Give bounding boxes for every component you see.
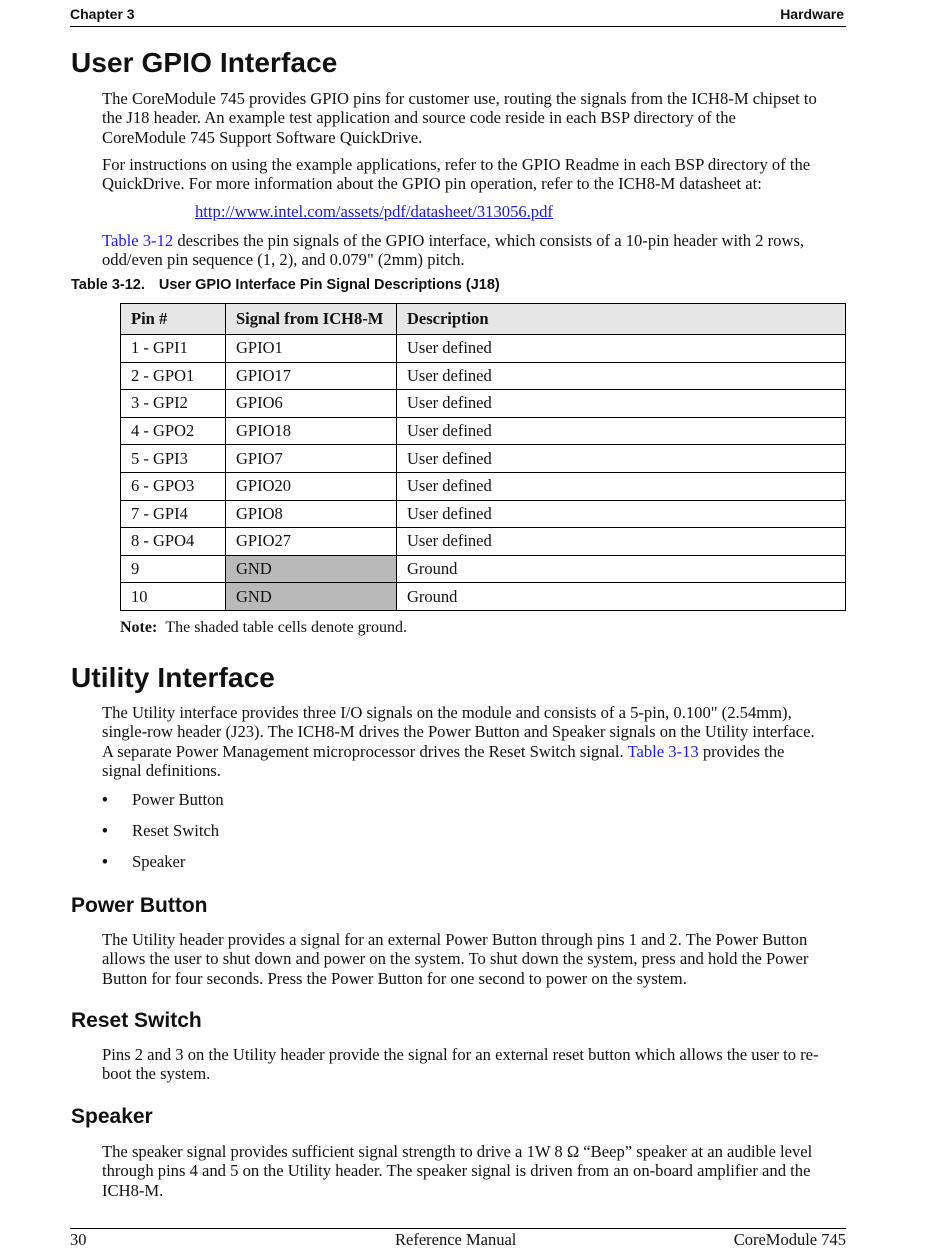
power-button-heading: Power Button	[71, 894, 208, 917]
table-row	[121, 500, 846, 528]
text-line: CoreModule 745 Support Software QuickDrive.	[102, 127, 423, 147]
table-caption-number: Table 3-12.	[71, 277, 145, 293]
bullet-item	[102, 852, 185, 872]
gpio-paragraph-3	[102, 231, 848, 270]
utility-paragraph	[102, 703, 848, 781]
description-cell: User defined	[397, 335, 846, 363]
pin-cell: 5 - GPI3	[121, 445, 226, 473]
note-text: The shaded table cells denote ground.	[165, 619, 408, 636]
bullet-item	[102, 821, 219, 841]
text-line: QuickDrive. For more information about the GPIO pin operation, refer to the ICH8-M datasheet at:	[102, 174, 762, 194]
pin-cell: 7 - GPI4	[121, 500, 226, 528]
footer-product-name: CoreModule 745	[733, 1230, 846, 1249]
column-header-pin: Pin #	[121, 304, 226, 335]
table-row	[121, 555, 846, 583]
note-label: Note:	[120, 619, 158, 636]
pin-cell: 8 - GPO4	[121, 528, 226, 556]
table-row	[121, 335, 846, 363]
text-line: signal definitions.	[102, 761, 221, 781]
description-cell: User defined	[397, 528, 846, 556]
bullet-item	[102, 790, 224, 810]
description-cell: User defined	[397, 417, 846, 445]
table-row	[121, 417, 846, 445]
pin-cell: 1 - GPI1	[121, 335, 226, 363]
speaker-heading: Speaker	[71, 1105, 153, 1128]
page-header	[70, 4, 846, 27]
bullet-icon: •	[102, 852, 108, 871]
text-line: The CoreModule 745 provides GPIO pins for customer use, routing the signals from the ICH8-M chipset to	[102, 89, 817, 108]
signal-cell: GPIO18	[226, 417, 397, 445]
description-cell: User defined	[397, 362, 846, 390]
page-footer	[70, 1228, 846, 1255]
chapter-label: Chapter 3	[70, 6, 135, 22]
pin-cell: 4 - GPO2	[121, 417, 226, 445]
description-cell: User defined	[397, 500, 846, 528]
column-header-signal: Signal from ICH8-M	[226, 304, 397, 335]
footer-manual-title: Reference Manual	[395, 1230, 517, 1249]
gpio-heading: User GPIO Interface	[71, 47, 338, 78]
table-note	[120, 619, 407, 637]
pin-cell: 10	[121, 583, 226, 611]
text-line: Button for four seconds. Press the Power Button for one second to power on the system.	[102, 968, 687, 988]
bullet-text: Speaker	[132, 852, 186, 871]
text-line: the J18 header. An example test application and source code reside in each BSP directory of the	[102, 108, 736, 128]
text-fragment: provides the	[698, 741, 785, 761]
signal-cell: GPIO20	[226, 472, 397, 500]
text-line: The speaker signal provides sufficient signal strength to drive a 1W 8 Ω “Beep” speaker at an audible level	[102, 1142, 813, 1161]
table-row	[121, 445, 846, 473]
table-row	[121, 362, 846, 390]
table-header-row	[121, 304, 846, 335]
table-row	[121, 583, 846, 611]
table-row	[121, 472, 846, 500]
table-3-13-link[interactable]: Table 3-13	[627, 741, 699, 761]
table-body	[121, 335, 846, 611]
reset-switch-heading: Reset Switch	[71, 1009, 202, 1032]
pin-cell: 6 - GPO3	[121, 472, 226, 500]
text-line	[102, 742, 848, 761]
description-cell: User defined	[397, 472, 846, 500]
description-cell: User defined	[397, 390, 846, 418]
table-caption-title: User GPIO Interface Pin Signal Descriptions (J18)	[158, 277, 500, 293]
signal-cell: GPIO7	[226, 445, 397, 473]
text-line: allows the user to shut down and power on the system. To shut down the system, press and hold the Power	[102, 949, 809, 969]
speaker-paragraph	[102, 1142, 848, 1200]
table-row	[121, 390, 846, 418]
table-3-12-link[interactable]: Table 3-12	[102, 231, 174, 250]
bullet-text: Reset Switch	[132, 821, 220, 840]
signal-cell: GPIO1	[226, 335, 397, 363]
text-line: through pins 4 and 5 on the Utility header. The speaker signal is driven from an on-board amplifier and the	[102, 1161, 811, 1181]
text-line	[102, 231, 848, 250]
text-line: The Utility header provides a signal for an external Power Button through pins 1 and 2. The Power Button	[102, 930, 808, 949]
text-line: Pins 2 and 3 on the Utility header provide the signal for an external reset button which allows the user to re-	[102, 1045, 819, 1064]
page-number: 30	[70, 1230, 87, 1249]
power-button-paragraph	[102, 930, 848, 988]
signal-cell: GND	[226, 555, 397, 583]
pin-cell: 3 - GPI2	[121, 390, 226, 418]
datasheet-url-line	[195, 202, 695, 221]
column-header-description: Description	[397, 304, 846, 335]
datasheet-link[interactable]: http://www.intel.com/assets/pdf/datasheet/313056.pdf	[195, 202, 553, 221]
text-line: The Utility interface provides three I/O signals on the module and consists of a 5-pin, 0.100" (2.54mm),	[102, 703, 792, 722]
table-caption	[71, 277, 500, 293]
bullet-text: Power Button	[132, 790, 224, 809]
signal-cell: GPIO8	[226, 500, 397, 528]
bullet-icon: •	[102, 790, 108, 809]
table-row	[121, 528, 846, 556]
gpio-paragraph-2	[102, 155, 848, 194]
text-fragment: A separate Power Management microprocessor drives the Reset Switch signal.	[102, 741, 628, 761]
utility-heading: Utility Interface	[71, 662, 275, 693]
section-label: Hardware	[780, 6, 844, 22]
text-line: ICH8-M.	[102, 1180, 164, 1200]
bullet-icon: •	[102, 821, 108, 840]
signal-cell: GPIO6	[226, 390, 397, 418]
signal-cell: GND	[226, 583, 397, 611]
pin-cell: 9	[121, 555, 226, 583]
signal-cell: GPIO27	[226, 528, 397, 556]
text-line: single-row header (J23). The ICH8-M drives the Power Button and Speaker signals on the Utility interface.	[102, 722, 815, 742]
text-line: odd/even pin sequence (1, 2), and 0.079" (2mm) pitch.	[102, 250, 465, 270]
description-cell: Ground	[397, 555, 846, 583]
description-cell: User defined	[397, 445, 846, 473]
text-line: For instructions on using the example applications, refer to the GPIO Readme in each BSP directory of the	[102, 155, 811, 174]
text-fragment: describes the pin signals of the GPIO interface, which consists of a 10-pin header with 2 rows,	[173, 231, 805, 250]
signal-cell: GPIO17	[226, 362, 397, 390]
gpio-pin-table	[120, 303, 846, 611]
text-line: boot the system.	[102, 1064, 211, 1084]
pin-cell: 2 - GPO1	[121, 362, 226, 390]
gpio-paragraph-1	[102, 89, 848, 147]
reset-switch-paragraph	[102, 1045, 848, 1084]
description-cell: Ground	[397, 583, 846, 611]
